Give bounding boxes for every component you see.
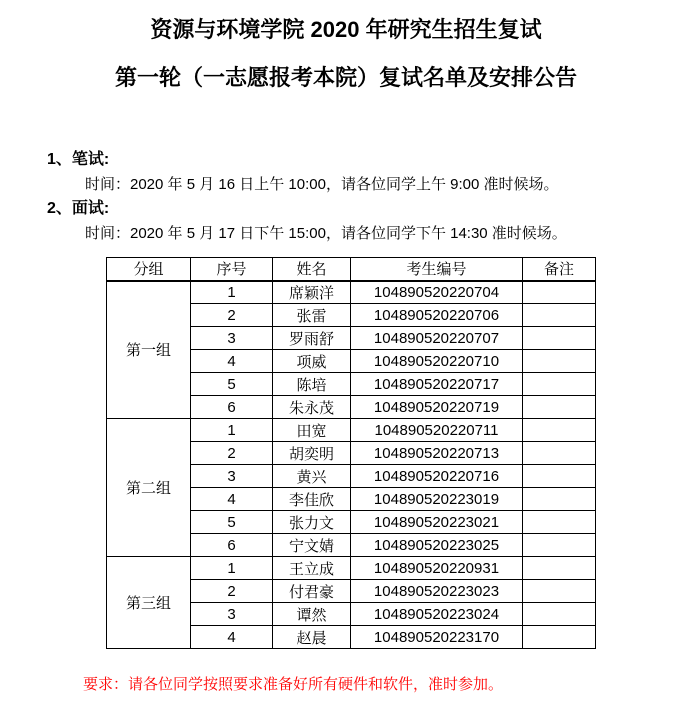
- header-remark: 备注: [523, 258, 596, 281]
- seq-cell: 1: [191, 281, 273, 304]
- seq-cell: 4: [191, 488, 273, 511]
- id-cell: 104890520223024: [351, 603, 523, 626]
- remark-cell: [523, 557, 596, 580]
- name-cell: 黄兴: [273, 465, 351, 488]
- seq-cell: 4: [191, 350, 273, 373]
- table-header-row: [107, 258, 596, 281]
- remark-cell: [523, 327, 596, 350]
- group-cell: 第三组: [107, 557, 191, 649]
- id-cell: 104890520223021: [351, 511, 523, 534]
- section-heading-interview: 2、面试:: [47, 200, 110, 217]
- id-cell: 104890520220717: [351, 373, 523, 396]
- schedule-sections: [47, 148, 692, 246]
- remark-cell: [523, 511, 596, 534]
- remark-cell: [523, 465, 596, 488]
- name-cell: 朱永茂: [273, 396, 351, 419]
- id-cell: 104890520220711: [351, 419, 523, 442]
- requirement-note: 要求：请各位同学按照要求准备好所有硬件和软件，准时参加。: [83, 676, 504, 693]
- remark-cell: [523, 373, 596, 396]
- document-title-line1: 资源与环境学院 2020 年研究生招生复试: [150, 17, 542, 42]
- header-seq: 序号: [191, 258, 273, 281]
- seq-cell: 1: [191, 557, 273, 580]
- seq-cell: 2: [191, 442, 273, 465]
- id-cell: 104890520220710: [351, 350, 523, 373]
- seq-cell: 6: [191, 396, 273, 419]
- remark-cell: [523, 442, 596, 465]
- seq-cell: 3: [191, 327, 273, 350]
- seq-cell: 5: [191, 511, 273, 534]
- section-detail-written-exam: 时间：2020 年 5 月 16 日上午 10:00，请各位同学上午 9:00 准时候场。: [85, 176, 559, 193]
- id-cell: 104890520220931: [351, 557, 523, 580]
- name-cell: 张雷: [273, 304, 351, 327]
- title-block: [0, 16, 692, 92]
- seq-cell: 2: [191, 304, 273, 327]
- seq-cell: 5: [191, 373, 273, 396]
- document-title-line2: 第一轮（一志愿报考本院）复试名单及安排公告: [114, 65, 577, 90]
- id-cell: 104890520220713: [351, 442, 523, 465]
- id-cell: 104890520223019: [351, 488, 523, 511]
- name-cell: 胡奕明: [273, 442, 351, 465]
- id-cell: 104890520220716: [351, 465, 523, 488]
- section-heading-written-exam: 1、笔试:: [47, 151, 110, 168]
- id-cell: 104890520223170: [351, 626, 523, 649]
- id-cell: 104890520220707: [351, 327, 523, 350]
- seq-cell: 4: [191, 626, 273, 649]
- id-cell: 104890520220704: [351, 281, 523, 304]
- remark-cell: [523, 626, 596, 649]
- name-cell: 宁文婧: [273, 534, 351, 557]
- id-cell: 104890520223025: [351, 534, 523, 557]
- table-row: [107, 557, 596, 580]
- remark-cell: [523, 350, 596, 373]
- seq-cell: 3: [191, 465, 273, 488]
- name-cell: 赵晨: [273, 626, 351, 649]
- seq-cell: 3: [191, 603, 273, 626]
- remark-cell: [523, 396, 596, 419]
- id-cell: 104890520223023: [351, 580, 523, 603]
- remark-cell: [523, 603, 596, 626]
- name-cell: 李佳欣: [273, 488, 351, 511]
- id-cell: 104890520220719: [351, 396, 523, 419]
- remark-cell: [523, 580, 596, 603]
- name-cell: 项威: [273, 350, 351, 373]
- name-cell: 王立成: [273, 557, 351, 580]
- name-cell: 张力文: [273, 511, 351, 534]
- remark-cell: [523, 488, 596, 511]
- header-name: 姓名: [273, 258, 351, 281]
- seq-cell: 2: [191, 580, 273, 603]
- name-cell: 付君豪: [273, 580, 351, 603]
- name-cell: 田宽: [273, 419, 351, 442]
- table-row: [107, 281, 596, 304]
- candidate-roster-table: [106, 257, 596, 649]
- name-cell: 陈培: [273, 373, 351, 396]
- name-cell: 席颖洋: [273, 281, 351, 304]
- remark-cell: [523, 304, 596, 327]
- remark-cell: [523, 281, 596, 304]
- remark-cell: [523, 534, 596, 557]
- group-cell: 第二组: [107, 419, 191, 557]
- header-group: 分组: [107, 258, 191, 281]
- header-candidate-id: 考生编号: [351, 258, 523, 281]
- name-cell: 谭然: [273, 603, 351, 626]
- remark-cell: [523, 419, 596, 442]
- section-detail-interview: 时间：2020 年 5 月 17 日下午 15:00，请各位同学下午 14:30 准时候场。: [85, 225, 567, 242]
- group-cell: 第一组: [107, 281, 191, 419]
- id-cell: 104890520220706: [351, 304, 523, 327]
- seq-cell: 6: [191, 534, 273, 557]
- seq-cell: 1: [191, 419, 273, 442]
- name-cell: 罗雨舒: [273, 327, 351, 350]
- table-row: [107, 419, 596, 442]
